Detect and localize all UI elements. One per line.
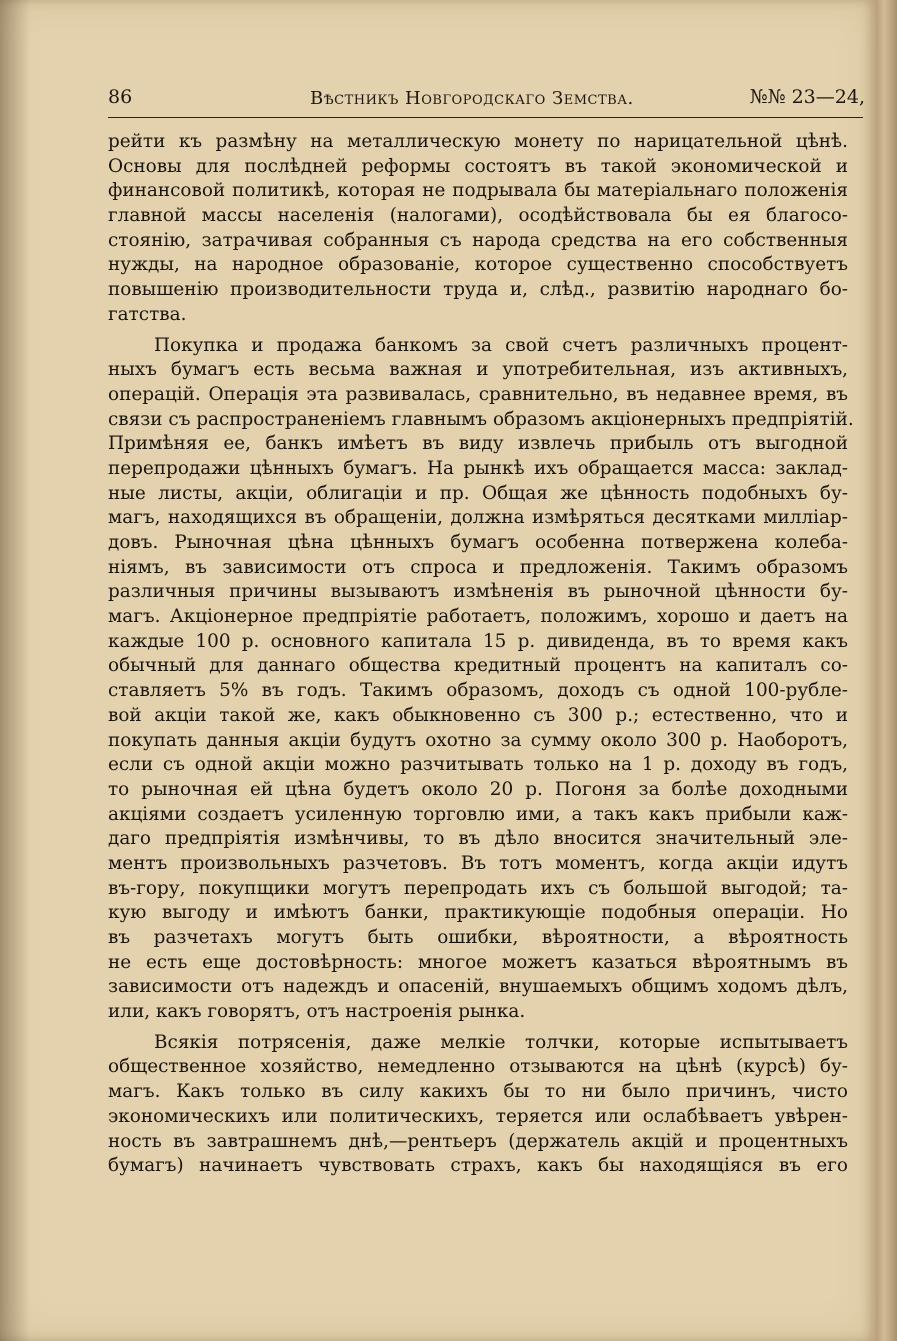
text-line: даго предпріятія измѣнчивы, то въ дѣло вносится значительный эле- <box>108 828 848 850</box>
article-body <box>108 130 854 1179</box>
text-line: главной массы населенія (налогами), осодѣйствовала бы ея благосо- <box>108 205 848 227</box>
text-line: Примѣняя ее, банкъ имѣетъ въ виду извлечь прибыль отъ выгодной <box>108 433 848 455</box>
text-line: въ разчетахъ могутъ быть ошибки, вѣроятности, а вѣроятность <box>108 927 848 948</box>
text-line: или, какъ говорятъ, отъ настроенія рынка. <box>108 1001 526 1023</box>
text-line: ставляетъ 5% въ годъ. Такимъ образомъ, доходъ съ одной 100-рубле- <box>108 680 848 702</box>
text-line: повышенію производительности труда и, слѣд., развитію народнаго бо- <box>108 279 848 301</box>
next-page-edge <box>876 0 897 1341</box>
text-line: магъ. Акціонерное предпріятіе работаетъ, положимъ, хорошо и даетъ на <box>108 606 848 628</box>
text-line: нужды, на народное образованіе, которое существенно способствуетъ <box>108 254 848 276</box>
text-line: акціями создаетъ усиленную торговлю ими, а такъ какъ прибыли каж- <box>108 803 848 825</box>
text-line: въ-гору, покупщики могутъ перепродать ихъ съ большой выгодой; та- <box>108 877 848 899</box>
text-line: стоянію, затрачивая собранныя съ народа средства на его собственныя <box>108 229 848 251</box>
issue-number: №№ 23—24, <box>749 86 865 108</box>
text-line: различныя причины вызываютъ измѣненія въ рыночной цѣнности бу- <box>108 581 848 603</box>
text-line: ность въ завтрашнемъ днѣ,—рентьеръ (держатель акцій и процентныхъ <box>108 1130 848 1152</box>
paragraph <box>108 334 854 1025</box>
text-line: рейти къ размѣну на металлическую монету по нарицательной цѣнѣ. <box>108 131 848 152</box>
page-number: 86 <box>108 86 133 108</box>
running-header <box>108 86 865 116</box>
text-line: вой акціи такой же, какъ обыкновенно съ 300 р.; естественно, что и <box>108 704 848 726</box>
text-line: кую выгоду и имѣютъ банки, практикующіе подобныя операціи. Но <box>108 902 848 924</box>
page-gutter-shadow <box>0 0 30 1341</box>
text-line: довъ. Рыночная цѣна цѣнныхъ бумагъ особенна потвержена колеба- <box>108 532 848 553</box>
text-line: не есть еще достовѣрность: многое можетъ казаться вѣроятнымъ въ <box>108 951 848 973</box>
text-line: связи съ распространеніемъ главнымъ образомъ акціонерныхъ предпріятій. <box>108 408 854 430</box>
text-line: покупать данныя акціи будутъ охотно за сумму около 300 р. Наоборотъ, <box>108 729 848 751</box>
text-line: обычный для даннаго общества кредитный процентъ на капиталъ со- <box>108 655 848 677</box>
text-line: бумагъ) начинаетъ чувствовать страхъ, какъ бы находящіяся въ его <box>108 1155 848 1177</box>
text-line: ные листы, акціи, облигаціи и пр. Общая же цѣнность подобныхъ бу- <box>108 482 848 504</box>
text-line: ніямъ, въ зависимости отъ спроса и предложенія. Такимъ образомъ <box>108 556 848 578</box>
paragraph <box>108 130 848 328</box>
text-line: экономическихъ или политическихъ, теряется или ослабѣваетъ увѣрен- <box>108 1105 848 1127</box>
journal-title: Вѣстникъ Новгородскаго Земства. <box>310 88 634 109</box>
paragraph <box>108 1031 848 1179</box>
text-line: то рыночная ей цѣна будетъ около 20 р. Погоня за болѣе доходными <box>108 778 848 800</box>
text-line: Всякія потрясенія, даже мелкіе толчки, которые испытываетъ <box>154 1031 848 1053</box>
text-line: зависимости отъ надеждъ и опасеній, внушаемыхъ общимъ ходомъ дѣлъ, <box>108 976 848 998</box>
text-line: финансовой политикѣ, которая не подрывала бы матеріальнаго положенія <box>108 180 848 202</box>
text-line: гатства. <box>108 303 187 325</box>
text-line: ментъ произвольныхъ разчетовъ. Въ тотъ моментъ, когда акціи идутъ <box>108 852 848 874</box>
text-line: операцій. Операція эта развивалась, сравнительно, въ недавнее время, въ <box>108 383 848 405</box>
text-line: Покупка и продажа банкомъ за свой счетъ различныхъ процент- <box>154 334 848 356</box>
text-line: Основы для послѣдней реформы состоятъ въ такой экономической и <box>108 155 848 177</box>
text-line: перепродажи цѣнныхъ бумагъ. На рынкѣ ихъ обращается масса: заклад- <box>108 457 848 479</box>
text-line: ныхъ бумагъ есть весьма важная и употребительная, изъ активныхъ, <box>108 359 848 381</box>
text-line: если съ одной акціи можно разчитывать только на 1 р. доходу въ годъ, <box>108 754 848 776</box>
text-line: магъ. Какъ только въ силу какихъ бы то ни было причинъ, чисто <box>108 1081 848 1103</box>
text-line: магъ, находящихся въ обращеніи, должна измѣряться десятками милліар- <box>108 507 848 529</box>
text-line: каждые 100 р. основного капитала 15 р. дивиденда, въ то время какъ <box>108 630 848 652</box>
header-rule <box>108 117 863 118</box>
text-line: общественное хозяйство, немедленно отзываются на цѣнѣ (курсѣ) бу- <box>108 1056 848 1078</box>
